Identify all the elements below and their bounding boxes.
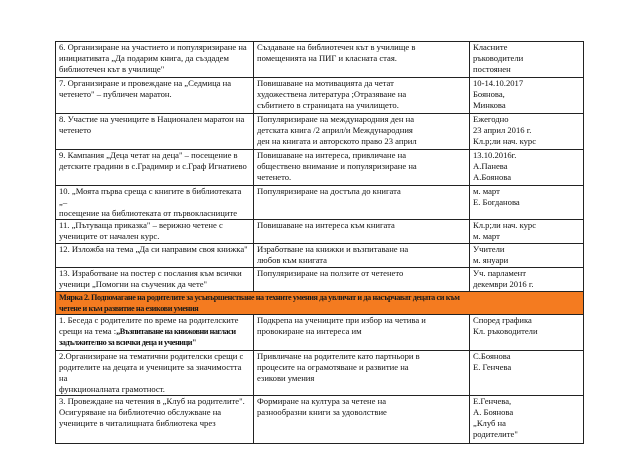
goal-cell-line: езикови умения [257,373,315,383]
measure-1-rows [56,42,584,292]
table-row [56,268,584,292]
responsible-cell-line: Минкова [473,100,506,110]
goal-cell-line: Популяризиране на международния ден на [257,114,415,124]
responsible-cell-line: родителите" [473,429,518,439]
activity-cell [56,244,254,268]
goal-cell [254,220,470,244]
goal-cell [254,78,470,114]
activity-plan-table [55,41,584,444]
responsible-cell-line: Кл.р;ли нач. курс [473,220,537,230]
responsible-cell-line: декември 2016 г. [473,279,534,289]
responsible-cell-line: м. март [473,231,500,241]
goal-cell-line: любов към книгата [257,255,327,265]
responsible-cell-line: Е. Генчева [473,362,512,372]
responsible-cell-line: Ежегодно [473,114,509,124]
activity-cell-line: инициативата „Да подарим книга, да създадем [59,53,229,63]
goal-cell-line: Привличане на родителите като партньори в [257,351,420,361]
responsible-cell-line: Боянова, [473,89,505,99]
activity-cell-line: посещение на библиотеката от първокласниците [59,208,238,218]
measure-2-heading-line-1: Мярка 2. Подпомагане на родителите за усъвършенстване на техните умения да увличат и да насърчават децата си към [59,293,460,302]
responsible-cell-line: Според графика [473,315,532,325]
responsible-cell [470,315,584,351]
responsible-cell-line: А.Боянова [473,172,512,182]
activity-cell-line: Осигуряване на библиотечно обслужване на [59,407,222,417]
table-row [56,351,584,396]
table-row [56,42,584,78]
activity-cell-line: четенето" – публичен маратон. [59,89,172,99]
goal-cell-line: събитието в страницата на училището. [257,100,399,110]
responsible-cell [470,78,584,114]
activity-cell-line: детските градини в с.Градимир и с.Граф Игнатиево [59,161,247,171]
goal-cell-line: Повишаване на мотивацията да четат [257,78,394,88]
goal-cell-line: Популяризиране на достъпа до книгата [257,186,401,196]
goal-cell-line: Създаване на библиотечен кът в училище в [257,42,416,52]
goal-cell-line: четенето. [257,172,292,182]
responsible-cell-line: м. март [473,186,500,196]
activity-cell-line: родителите на децата и учениците за значимостта на [59,362,242,383]
table-row [56,78,584,114]
activity-cell [56,78,254,114]
responsible-cell-line: А.Панева [473,161,508,171]
activity-cell [56,220,254,244]
table-row [56,315,584,351]
activity-cell [56,186,254,220]
goal-cell-line: Повишаване на интереса към книгата [257,220,395,230]
responsible-cell-line: 10-14.10.2017 [473,78,524,88]
activity-cell-line: 2.Организиране на тематични родителски срещи с [59,351,244,361]
activity-cell-line: 9. Кампания „Деца четат на деца" – посещение в [59,150,238,160]
responsible-cell-line: Е.Генчева, [473,396,512,406]
goal-cell-line: Подкрепа на учениците при избор на четива и [257,315,426,325]
activity-cell-line: 6. Организиране на участието и популяризиране на [59,42,247,52]
goal-cell [254,244,470,268]
responsible-cell-line: Кл.р;ли нач. курс [473,136,537,146]
responsible-cell-line: Кл. ръководители [473,326,538,336]
activity-cell-line: 3. Провеждане на четения в „Клуб на родителите". [59,396,245,406]
responsible-cell [470,244,584,268]
responsible-cell-line: постоянен [473,64,511,74]
goal-cell [254,351,470,396]
goal-cell-line: помещенията на ПИГ и класната стая. [257,53,397,63]
activity-cell-line: функционалната грамотност. [59,384,165,394]
goal-cell [254,150,470,186]
activity-cell [56,150,254,186]
activity-cell-line: 12. Изложба на тема „Да си направим своя книжка" [59,244,248,254]
activity-cell-line: 11. „Пътуваща приказка" – верижно четене с [59,220,223,230]
goal-cell-line: Популяризиране на ползите от четенето [257,268,404,278]
table-row [56,150,584,186]
activity-cell-line: библиотечен кът в училище" [59,64,165,74]
activity-cell [56,42,254,78]
activity-cell-line: срещи на тема : [59,326,117,336]
table-row [56,396,584,444]
goal-cell [254,42,470,78]
responsible-cell [470,268,584,292]
goal-cell-line: провокиране на интереса им [257,326,362,336]
responsible-cell-line: А. Боянова [473,407,514,417]
activity-cell [56,114,254,150]
activity-cell-line: четенето [59,125,92,135]
goal-cell [254,186,470,220]
responsible-cell [470,186,584,220]
table-row [56,220,584,244]
measure-2-rows [56,315,584,444]
responsible-cell-line: Е. Богданова [473,197,520,207]
table-row [56,244,584,268]
activity-cell-line: учениците от начален курс. [59,231,160,241]
responsible-cell [470,396,584,444]
responsible-cell-line: „Клуб на [473,418,506,428]
activity-cell [56,351,254,396]
goal-cell-line: художествена литература ;Отразяване на [257,89,407,99]
measure-2-heading [56,292,584,315]
goal-cell [254,396,470,444]
topic-title-tail: задължително за всички деца и ученици" [59,338,197,347]
goal-cell [254,114,470,150]
measure-2-heading-line-2: четене и към развитие на езикови умения [59,304,199,313]
table-row [56,186,584,220]
activity-cell-line: ученици „Помогни на съученик да чете" [59,279,208,289]
activity-cell [56,396,254,444]
activity-cell [56,268,254,292]
table-row [56,114,584,150]
measure-2-heading-row [56,292,584,315]
goal-cell-line: Формиране на култура за четене на [257,396,387,406]
responsible-cell-line: 23 април 2016 г. [473,125,532,135]
responsible-cell-line: 13.10.2016г. [473,150,517,160]
activity-cell-line: 1. Беседа с родителите по време на родителските [59,315,239,325]
responsible-cell-line: м. януари [473,255,509,265]
responsible-cell-line: ръководители [473,53,524,63]
responsible-cell-line: С.Боянова [473,351,511,361]
goal-cell-line: процесите на ограмотяване и развитие на [257,362,409,372]
activity-cell-line: 10. „Моята първа среща с книгите в библиотеката „– [59,186,242,207]
goal-cell-line: детската книга /2 април/и Международния [257,125,413,135]
responsible-cell [470,150,584,186]
goal-cell-line: обществено внимание и популяризиране на [257,161,417,171]
responsible-cell [470,351,584,396]
goal-cell [254,268,470,292]
goal-cell-line: Повишаване на интереса, привличане на [257,150,407,160]
topic-title: „Възпитаване на книжовни нагласи [116,327,236,336]
activity-cell-line: учениците в читалищната библиотека чрез [59,418,216,428]
goal-cell-line: Изработване на книжки и възпитаване на [257,244,409,254]
activity-cell [56,315,254,351]
responsible-cell [470,114,584,150]
responsible-cell-line: Класните [473,42,508,52]
goal-cell-line: ден на книгата и авторското право 23 април [257,136,417,146]
activity-plan-sheet [55,41,583,444]
goal-cell [254,315,470,351]
activity-cell-line: 7. Организиране и провеждане на „Седмица на [59,78,232,88]
activity-cell-line: 8. Участие на учениците в Национален маратон на [59,114,245,124]
goal-cell-line: разнообразни книги за удоволствие [257,407,387,417]
responsible-cell-line: Уч. парламент [473,268,527,278]
activity-cell-line: 13. Изработване на постер с послания към всички [59,268,242,278]
responsible-cell [470,42,584,78]
responsible-cell [470,220,584,244]
responsible-cell-line: Учители [473,244,505,254]
